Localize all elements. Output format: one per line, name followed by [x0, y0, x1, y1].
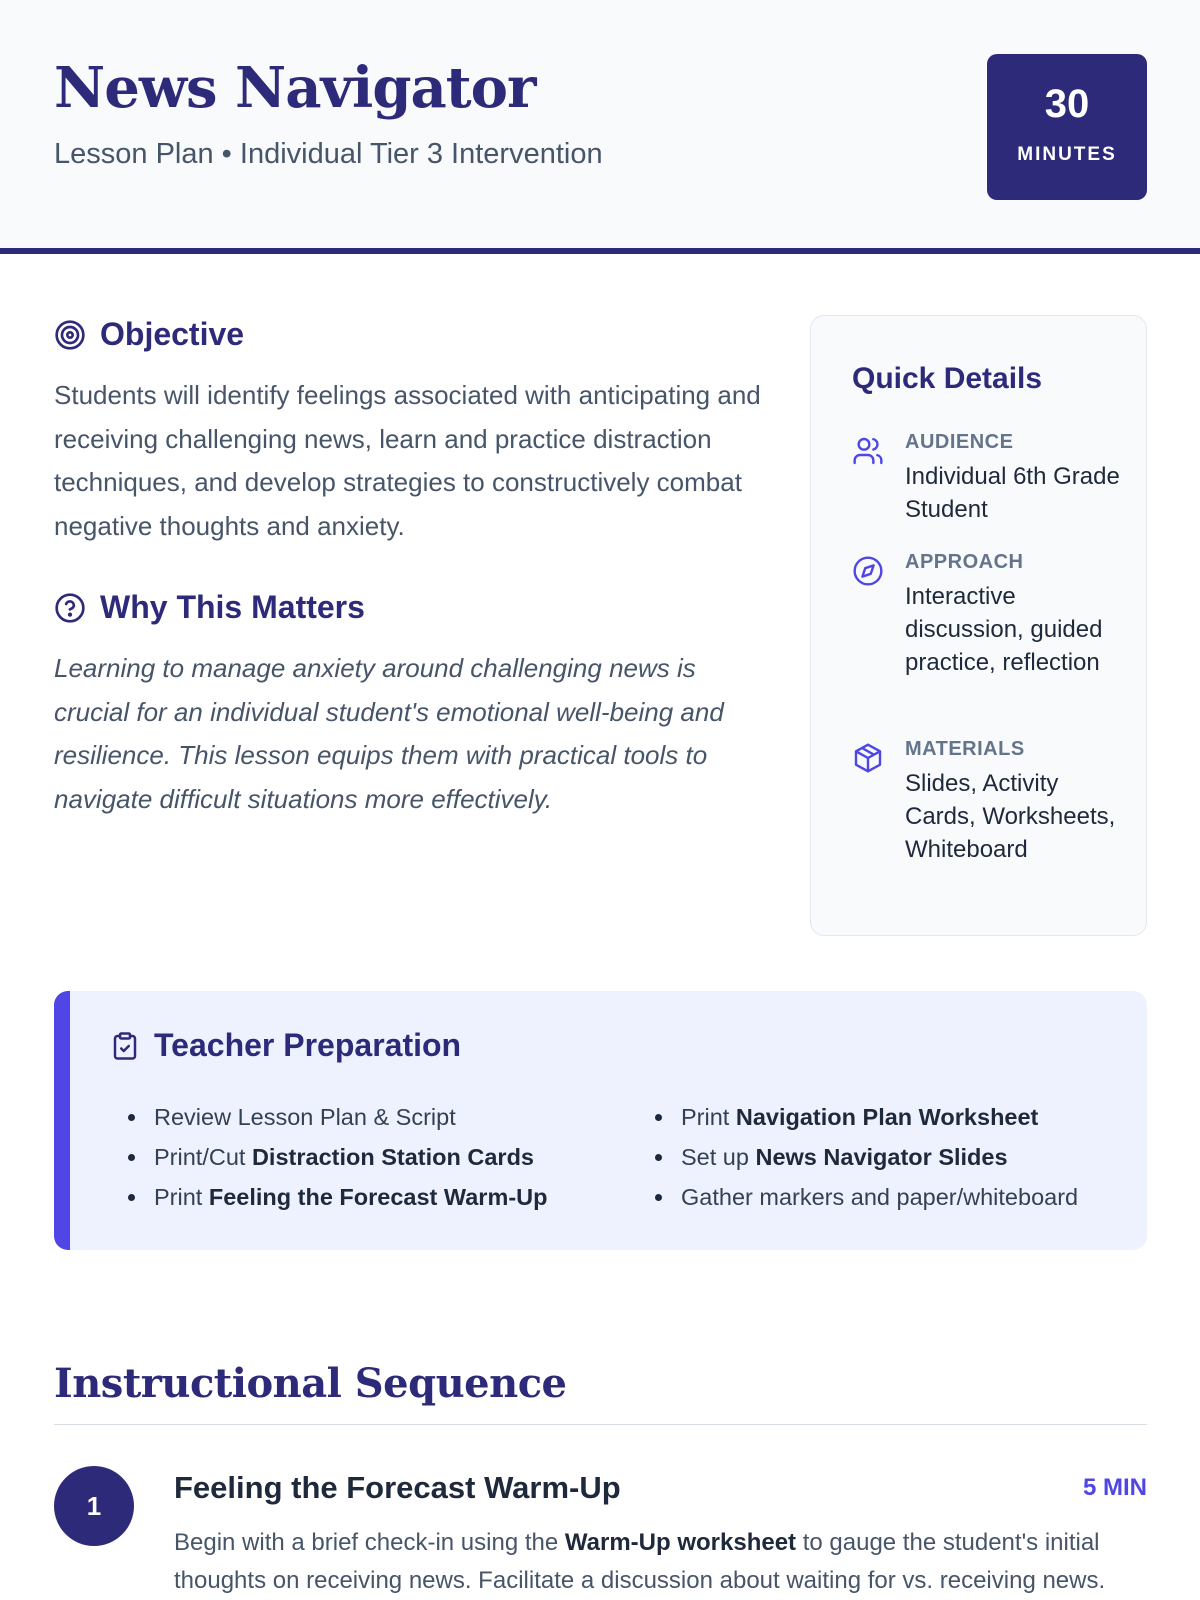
sequence-heading: Instructional Sequence: [54, 1360, 567, 1407]
objective-text: Students will identify feelings associated with anticipating and receiving challenging news, learn and practice distraction techniques, and develop strategies to constructively combat negative thoughts and anxiety.: [54, 380, 761, 541]
question-circle-icon: [54, 592, 86, 624]
page-title: News Navigator: [54, 55, 536, 121]
prep-item: Print Navigation Plan Worksheet: [649, 1097, 1078, 1137]
prep-list-left: [122, 1097, 548, 1217]
detail-materials: [852, 738, 1132, 908]
prep-item: Review Lesson Plan & Script: [122, 1097, 548, 1137]
divider: [54, 1424, 1147, 1425]
quick-details-card: [810, 315, 1147, 936]
detail-value: Slides, Activity Cards, Worksheets, Whiteboard: [905, 770, 1116, 863]
prep-item: Set up News Navigator Slides: [649, 1137, 1078, 1177]
users-icon: [852, 435, 884, 467]
objective-heading: [54, 316, 244, 353]
detail-label: APPROACH: [905, 551, 1024, 573]
why-heading-text: Why This Matters: [100, 589, 365, 625]
quick-details-title: Quick Details: [852, 362, 1043, 395]
target-icon: [54, 319, 86, 351]
detail-value: Interactive discussion, guided practice, reflection: [905, 583, 1103, 676]
detail-label: AUDIENCE: [905, 431, 1014, 453]
step-duration: 5 MIN: [1082, 1474, 1147, 1501]
detail-audience: [852, 431, 1132, 531]
detail-approach: [852, 551, 1132, 721]
clipboard-check-icon: [110, 1030, 140, 1062]
prep-heading: [110, 1027, 461, 1064]
detail-value: Individual 6th Grade Student: [905, 463, 1120, 523]
why-text: Learning to manage anxiety around challenging news is crucial for an individual student's emotional well-being and resilience. This lesson equips them with practical tools to navigate difficult situations more effectively.: [54, 653, 724, 814]
step-title: Feeling the Forecast Warm-Up: [174, 1470, 621, 1505]
compass-icon: [852, 555, 884, 587]
prep-item: Print/Cut Distraction Station Cards: [122, 1137, 548, 1177]
prep-list-right: [649, 1097, 1078, 1217]
duration-badge: [987, 54, 1147, 200]
duration-unit: MINUTES: [1017, 144, 1117, 165]
prep-item: Gather markers and paper/whiteboard: [649, 1177, 1078, 1217]
step-description: Begin with a brief check-in using the Warm-Up worksheet to gauge the student's initial thoughts on receiving news. Facilitate a discussion about waiting for vs. receiving news.: [174, 1529, 1106, 1594]
duration-value: 30: [1044, 82, 1090, 126]
objective-heading-text: Objective: [100, 316, 245, 352]
prep-item: Print Feeling the Forecast Warm-Up: [122, 1177, 548, 1217]
prep-heading-text: Teacher Preparation: [154, 1027, 462, 1063]
detail-label: MATERIALS: [905, 738, 1025, 760]
page-subtitle: Lesson Plan • Individual Tier 3 Intervention: [54, 138, 603, 170]
package-icon: [852, 742, 884, 774]
why-heading: [54, 589, 365, 626]
header: [0, 0, 1200, 254]
step-number-badge: 1: [54, 1466, 134, 1546]
teacher-preparation-panel: [54, 991, 1147, 1250]
